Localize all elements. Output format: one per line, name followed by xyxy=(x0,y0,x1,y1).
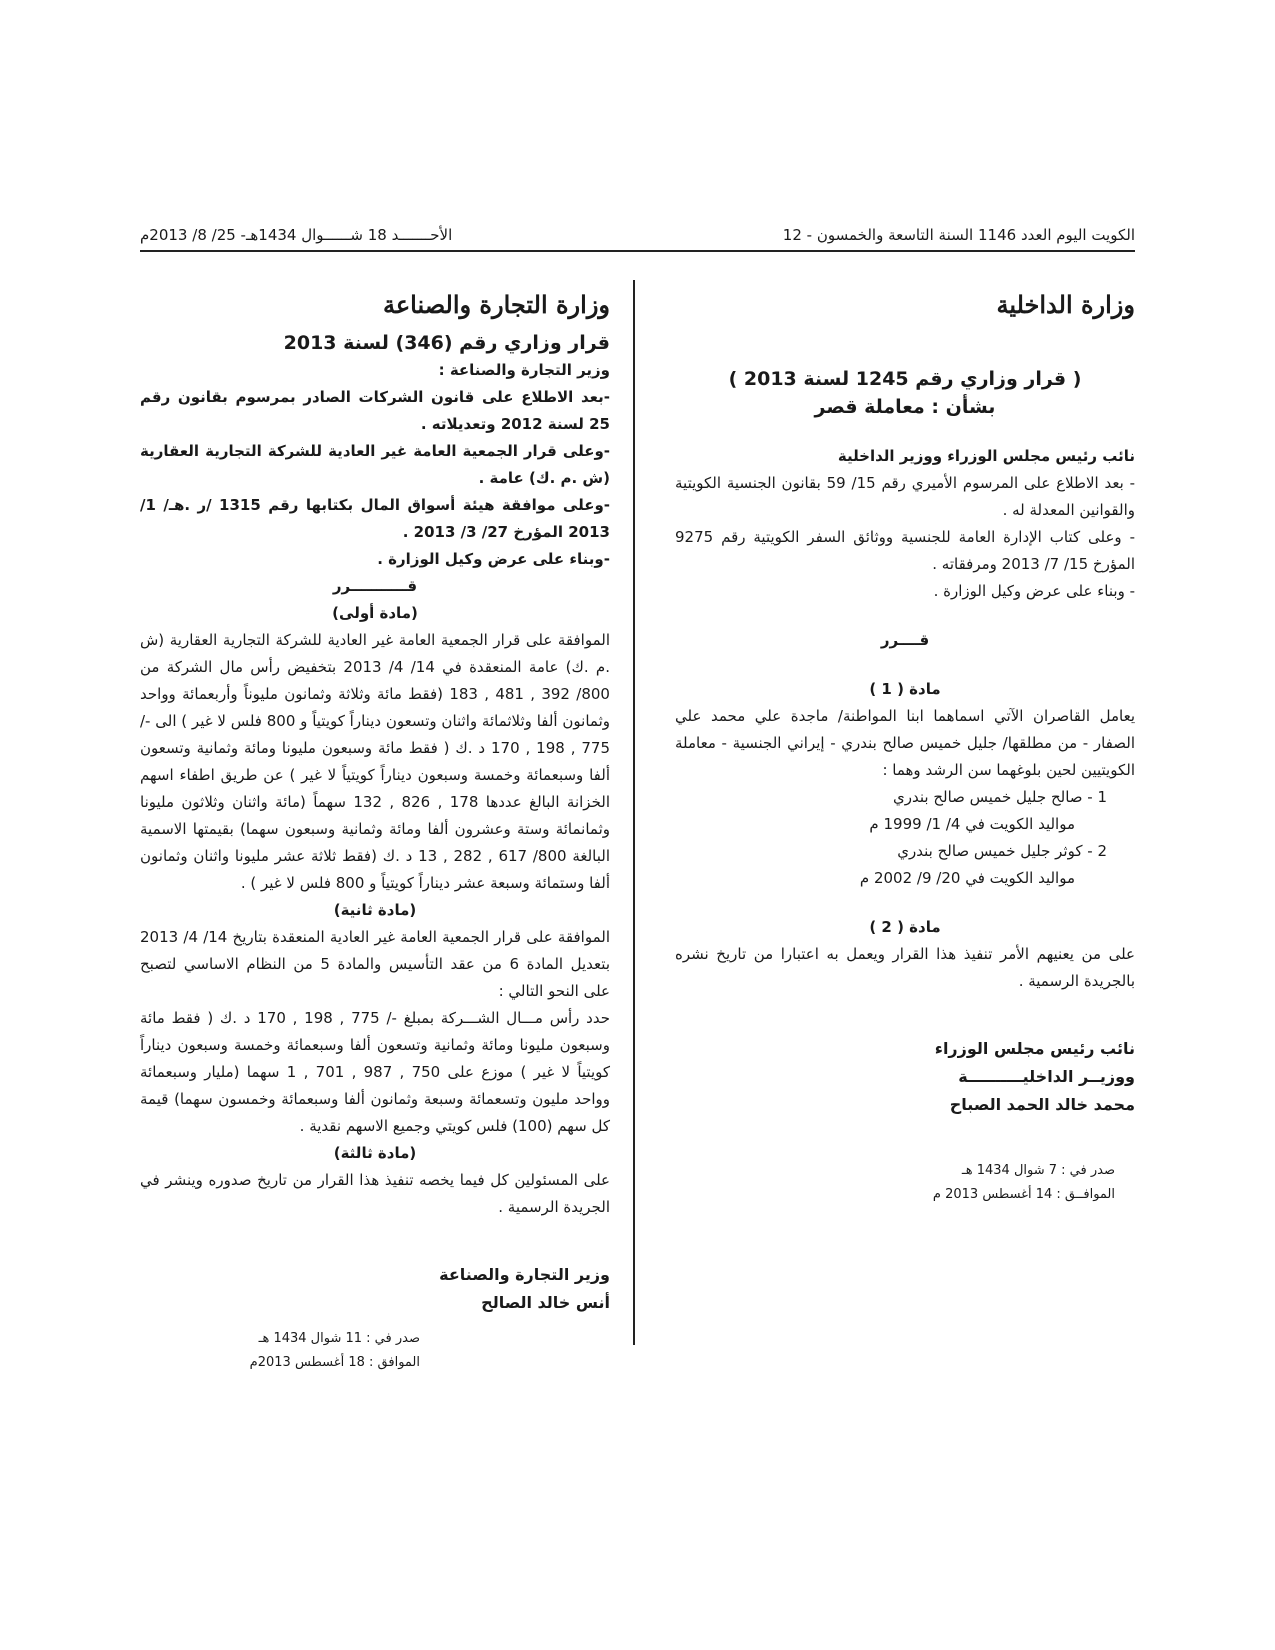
decides-heading: قــــرر xyxy=(880,631,930,649)
corresponding-date: الموافق : 18 أغسطس 2013م xyxy=(249,1355,420,1370)
preamble-item: -وعلى قرار الجمعية العامة غير العادية للشركة التجارية العقارية (ش .م .ك) عامة . xyxy=(140,442,610,487)
issued-date: صدر في : 7 شوال 1434 هـ xyxy=(961,1163,1115,1178)
decision-title: ( قرار وزاري رقم 1245 لسنة 2013 ) xyxy=(728,368,1082,390)
column-divider xyxy=(633,280,635,1345)
minor-birth: مواليد الكويت في 4/ 1/ 1999 م xyxy=(869,815,1075,833)
issuer-line: وزير التجارة والصناعة : xyxy=(438,361,610,379)
signature-block xyxy=(675,1035,1135,1119)
preamble-item: - وعلى كتاب الإدارة العامة للجنسية ووثائق السفر الكويتية رقم 9275 المؤرخ 15/ 7/ 2013 ومرفقاته . xyxy=(675,528,1135,573)
minor-name: 1 - صالح جليل خميس صالح بندري xyxy=(893,788,1107,806)
article-2-clause: حدد رأس مـــال الشـــركة بمبلغ -/ 775 , 198 , 170 د .ك ( فقط مائة وسبعون مليونا ومائة وثمانية وتسعون ألفا وسبعمائة وخمسة وسبعون ديناراً كويتياً لا غير ) موزع على 750 , 987 , 701 , 1 سهما (مليار وسبعمائة وواحد مليون وتسعمائة وسبعة وثمانون ألفا وسبعمائة وخمسون سهما) قيمة كل سهم (100) فلس كويتي وجميع الاسهم نقدية . xyxy=(140,1009,611,1135)
issue-date-block xyxy=(675,1159,1135,1207)
article-2-title: مادة ( 2 ) xyxy=(869,918,941,936)
minor-birth: مواليد الكويت في 20/ 9/ 2002 م xyxy=(859,869,1075,887)
article-3-title: (مادة ثالثة) xyxy=(333,1144,417,1162)
article-2-title: (مادة ثانية) xyxy=(333,901,417,919)
corresponding-date: الموافــق : 14 أغسطس 2013 م xyxy=(932,1187,1115,1202)
article-1-text: الموافقة على قرار الجمعية العامة غير العادية للشركة التجارية العقارية (ش .م .ك) عامة المنعقدة في 14/ 4/ 2013 بتخفيض رأس مال الشركة من 800/ 392 , 481 , 183 (فقط مائة وثلاثة وثمانون مليوناً وأربعمائة وواحد وثمانون ألفا وثلاثمائة واثنان وتسعون ديناراً كويتياً و 800 فلس لا غير ) الى -/ 775 , 198 , 170 د .ك ( فقط مائة وسبعون مليونا ومائة وثمانية وتسعون ألفا وسبعمائة وخمسة وسبعون ديناراً كويتياً لا غير ) عن طريق اطفاء اسهم الخزانة البالغ عددها 178 , 826 , 132 سهماً (مائة واثنان وثلاثون مليونا وثمانمائة وستة وعشرون ألفا ومائة وثمانية وسبعون سهما) بقيمتها الاسمية البالغة 800/ 617 , 282 , 13 د .ك (فقط ثلاثة عشر مليونا واثنان وثمانون ألفا وستمائة وسبعة عشر ديناراً كويتياً و 800 فلس لا غير ) . xyxy=(140,631,610,892)
preamble-item: -وعلى موافقة هيئة أسواق المال بكتابها رقم 1315 /ر .هـ/ 1/ 2013 المؤرخ 27/ 3/ 2013 . xyxy=(140,496,611,541)
interior-ministry-column xyxy=(675,290,1135,1207)
preamble-item: - وبناء على عرض وكيل الوزارة . xyxy=(933,582,1135,600)
signature-line: ووزيــر الداخليــــــــــة xyxy=(958,1067,1135,1086)
preamble-item: - بعد الاطلاع على المرسوم الأميري رقم 15/ 59 بقانون الجنسية الكويتية والقوانين المعدلة له . xyxy=(675,474,1136,519)
signature-line: نائب رئيس مجلس الوزراء xyxy=(934,1039,1135,1058)
article-2-text: الموافقة على قرار الجمعية العامة غير العادية المنعقدة بتاريخ 14/ 4/ 2013 بتعديل المادة 6 من عقد التأسيس والمادة 5 من النظام الاساسي لتصبح على النحو التالي : xyxy=(140,928,611,1000)
header-issue-info: الكويت اليوم العدد 1146 السنة التاسعة والخمسون - 12 xyxy=(782,226,1135,244)
ministry-heading: وزارة الداخلية xyxy=(996,290,1135,319)
preamble-item: -وبناء على عرض وكيل الوزارة . xyxy=(377,550,610,568)
preamble-item: -بعد الاطلاع على قانون الشركات الصادر بمرسوم بقانون رقم 25 لسنة 2012 وتعديلاته . xyxy=(140,388,610,433)
header-date: الأحـــــــد 18 شــــــوال 1434هـ- 25/ 8/ 2013م xyxy=(140,226,453,244)
ministry-heading: وزارة التجارة والصناعة xyxy=(382,290,610,319)
signature-block xyxy=(140,1261,610,1317)
issued-date: صدر في : 11 شوال 1434 هـ xyxy=(258,1331,420,1346)
article-1-title: مادة ( 1 ) xyxy=(869,680,941,698)
minor-name: 2 - كوثر جليل خميس صالح بندري xyxy=(897,842,1107,860)
decides-heading: قـــــــــــرر xyxy=(332,577,418,595)
article-1-text: يعامل القاصران الآتي اسماهما ابنا المواطنة/ ماجدة علي محمد علي الصفار - من مطلقها/ جليل خميس صالح بندري - إيراني الجنسية - معاملة الكويتيين لحين بلوغهما سن الرشد وهما : xyxy=(675,707,1135,779)
article-1-title: (مادة أولى) xyxy=(332,604,418,622)
article-3-text: على المسئولين كل فيما يخصه تنفيذ هذا القرار من تاريخ صدوره وينشر في الجريدة الرسمية . xyxy=(140,1171,610,1216)
signature-line: محمد خالد الحمد الصباح xyxy=(949,1095,1135,1114)
article-2-text: على من يعنيهم الأمر تنفيذ هذا القرار ويعمل به اعتبارا من تاريخ نشره بالجريدة الرسمية . xyxy=(675,945,1135,990)
signature-line: وزير التجارة والصناعة xyxy=(439,1265,610,1284)
decision-title: قرار وزاري رقم (346) لسنة 2013 xyxy=(283,332,610,354)
issuer-line: نائب رئيس مجلس الوزراء ووزير الداخلية xyxy=(837,447,1135,465)
decision-subject: بشأن : معاملة قصر xyxy=(814,396,996,418)
header-divider xyxy=(140,250,1135,252)
signature-line: أنس خالد الصالح xyxy=(481,1293,610,1312)
commerce-ministry-column xyxy=(140,290,610,1375)
issue-date-block xyxy=(140,1327,610,1375)
